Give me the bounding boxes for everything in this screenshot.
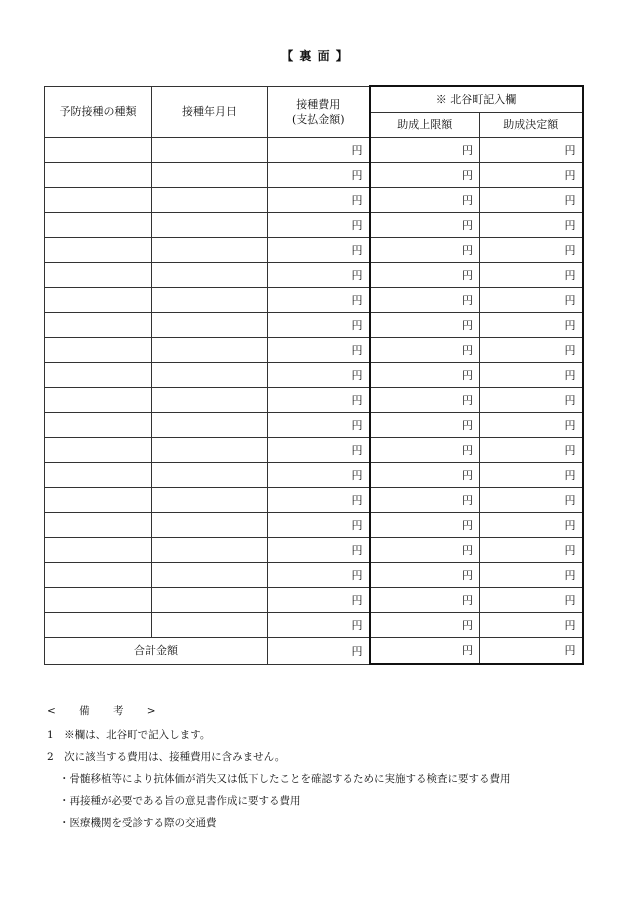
total-cost-cell: 円: [268, 637, 370, 664]
vaccine-type-cell[interactable]: [45, 337, 152, 362]
subsidy-limit-cell: 円: [370, 412, 480, 437]
cost-cell: 円: [268, 462, 370, 487]
total-limit-cell: 円: [370, 637, 480, 664]
cost-cell: 円: [268, 437, 370, 462]
vaccination-date-cell[interactable]: [152, 287, 268, 312]
table-row: [45, 437, 583, 462]
note-bullet: ・医療機関を受診する際の交通費: [59, 817, 217, 829]
subsidy-limit-cell: 円: [370, 462, 480, 487]
header-vaccine-type: 予防接種の種類: [45, 86, 152, 137]
subsidy-decided-cell: 円: [480, 512, 583, 537]
vaccine-type-cell[interactable]: [45, 162, 152, 187]
notes-heading: < 備 考 >: [47, 705, 166, 717]
vaccine-type-cell[interactable]: [45, 437, 152, 462]
cost-cell: 円: [268, 412, 370, 437]
table-row: [45, 187, 583, 212]
vaccination-date-cell[interactable]: [152, 412, 268, 437]
cost-cell: 円: [268, 362, 370, 387]
subsidy-limit-cell: 円: [370, 437, 480, 462]
subsidy-limit-cell: 円: [370, 587, 480, 612]
cost-cell: 円: [268, 512, 370, 537]
subsidy-limit-cell: 円: [370, 162, 480, 187]
table-row: [45, 237, 583, 262]
subsidy-limit-cell: 円: [370, 187, 480, 212]
table-row: [45, 362, 583, 387]
subsidy-limit-cell: 円: [370, 212, 480, 237]
vaccine-type-cell[interactable]: [45, 212, 152, 237]
vaccination-expense-table: [44, 85, 584, 665]
cost-cell: 円: [268, 587, 370, 612]
notes-section: [47, 700, 607, 834]
table-row: [45, 562, 583, 587]
vaccine-type-cell[interactable]: [45, 237, 152, 262]
header-date: 接種年月日: [152, 86, 268, 137]
cost-cell: 円: [268, 337, 370, 362]
vaccination-date-cell[interactable]: [152, 237, 268, 262]
cost-cell: 円: [268, 537, 370, 562]
subsidy-limit-cell: 円: [370, 362, 480, 387]
subsidy-decided-cell: 円: [480, 312, 583, 337]
table-row: [45, 537, 583, 562]
note-item: 2 次に該当する費用は、接種費用に含みません。: [47, 751, 286, 763]
table-row: [45, 337, 583, 362]
vaccination-date-cell[interactable]: [152, 512, 268, 537]
header-town-section: ※ 北谷町記入欄: [370, 86, 583, 112]
table-row: [45, 612, 583, 637]
subsidy-decided-cell: 円: [480, 162, 583, 187]
vaccination-date-cell[interactable]: [152, 537, 268, 562]
subsidy-decided-cell: 円: [480, 462, 583, 487]
subsidy-limit-cell: 円: [370, 612, 480, 637]
vaccine-type-cell[interactable]: [45, 487, 152, 512]
subsidy-decided-cell: 円: [480, 537, 583, 562]
subsidy-limit-cell: 円: [370, 337, 480, 362]
subsidy-limit-cell: 円: [370, 237, 480, 262]
table-row: [45, 262, 583, 287]
total-row: [45, 637, 583, 664]
subsidy-limit-cell: 円: [370, 387, 480, 412]
vaccination-date-cell[interactable]: [152, 337, 268, 362]
vaccine-type-cell[interactable]: [45, 612, 152, 637]
table-row: [45, 212, 583, 237]
table-row: [45, 137, 583, 162]
table-row: [45, 387, 583, 412]
subsidy-decided-cell: 円: [480, 187, 583, 212]
vaccination-date-cell[interactable]: [152, 262, 268, 287]
table-row: [45, 487, 583, 512]
subsidy-decided-cell: 円: [480, 487, 583, 512]
subsidy-decided-cell: 円: [480, 362, 583, 387]
vaccine-type-cell[interactable]: [45, 412, 152, 437]
vaccination-date-cell[interactable]: [152, 212, 268, 237]
total-label: 合計金額: [45, 637, 268, 664]
vaccination-date-cell[interactable]: [152, 162, 268, 187]
vaccine-type-cell[interactable]: [45, 587, 152, 612]
cost-cell: 円: [268, 137, 370, 162]
subsidy-decided-cell: 円: [480, 587, 583, 612]
cost-cell: 円: [268, 262, 370, 287]
subsidy-decided-cell: 円: [480, 212, 583, 237]
cost-cell: 円: [268, 187, 370, 212]
subsidy-decided-cell: 円: [480, 412, 583, 437]
header-subsidy-limit: 助成上限額: [370, 112, 480, 137]
subsidy-limit-cell: 円: [370, 537, 480, 562]
header-cost: [268, 86, 370, 137]
subsidy-decided-cell: 円: [480, 387, 583, 412]
vaccine-type-cell[interactable]: [45, 137, 152, 162]
table-row: [45, 287, 583, 312]
cost-cell: 円: [268, 162, 370, 187]
subsidy-limit-cell: 円: [370, 312, 480, 337]
cost-cell: 円: [268, 487, 370, 512]
cost-cell: 円: [268, 237, 370, 262]
table-row: [45, 462, 583, 487]
cost-cell: 円: [268, 562, 370, 587]
subsidy-decided-cell: 円: [480, 262, 583, 287]
subsidy-limit-cell: 円: [370, 512, 480, 537]
vaccination-date-cell[interactable]: [152, 612, 268, 637]
vaccination-date-cell[interactable]: [152, 187, 268, 212]
subsidy-limit-cell: 円: [370, 262, 480, 287]
header-cost-line2: (支払金額): [291, 112, 345, 126]
vaccine-type-cell[interactable]: [45, 287, 152, 312]
subsidy-limit-cell: 円: [370, 287, 480, 312]
cost-cell: 円: [268, 312, 370, 337]
vaccination-date-cell[interactable]: [152, 387, 268, 412]
subsidy-decided-cell: 円: [480, 612, 583, 637]
vaccination-date-cell[interactable]: [152, 362, 268, 387]
subsidy-limit-cell: 円: [370, 137, 480, 162]
header-cost-line1: 接種費用: [296, 97, 341, 111]
table-row: [45, 512, 583, 537]
vaccine-type-cell[interactable]: [45, 187, 152, 212]
total-decided-cell: 円: [480, 637, 583, 664]
table-row: [45, 412, 583, 437]
vaccination-date-cell[interactable]: [152, 587, 268, 612]
vaccination-date-cell[interactable]: [152, 137, 268, 162]
vaccine-type-cell[interactable]: [45, 312, 152, 337]
note-bullet: ・再接種が必要である旨の意見書作成に要する費用: [59, 795, 301, 807]
note-bullet: ・骨髄移植等により抗体価が消失又は低下したことを確認するために実施する検査に要する費用: [59, 773, 511, 785]
cost-cell: 円: [268, 387, 370, 412]
subsidy-decided-cell: 円: [480, 337, 583, 362]
vaccine-type-cell[interactable]: [45, 387, 152, 412]
subsidy-decided-cell: 円: [480, 137, 583, 162]
subsidy-decided-cell: 円: [480, 287, 583, 312]
vaccination-date-cell[interactable]: [152, 462, 268, 487]
table-row: [45, 587, 583, 612]
cost-cell: 円: [268, 287, 370, 312]
vaccine-type-cell[interactable]: [45, 262, 152, 287]
table-row: [45, 312, 583, 337]
subsidy-decided-cell: 円: [480, 437, 583, 462]
subsidy-limit-cell: 円: [370, 487, 480, 512]
note-item: 1 ※欄は、北谷町で記入します。: [47, 729, 211, 741]
subsidy-limit-cell: 円: [370, 562, 480, 587]
page-title: 【 裏 面 】: [281, 49, 349, 63]
vaccination-date-cell[interactable]: [152, 487, 268, 512]
subsidy-decided-cell: 円: [480, 562, 583, 587]
vaccine-type-cell[interactable]: [45, 537, 152, 562]
header-subsidy-decided: 助成決定額: [480, 112, 583, 137]
cost-cell: 円: [268, 212, 370, 237]
vaccination-date-cell[interactable]: [152, 437, 268, 462]
vaccine-type-cell[interactable]: [45, 462, 152, 487]
subsidy-decided-cell: 円: [480, 237, 583, 262]
table-row: [45, 162, 583, 187]
cost-cell: 円: [268, 612, 370, 637]
vaccine-type-cell[interactable]: [45, 362, 152, 387]
vaccine-type-cell[interactable]: [45, 562, 152, 587]
vaccine-type-cell[interactable]: [45, 512, 152, 537]
vaccination-date-cell[interactable]: [152, 312, 268, 337]
vaccination-date-cell[interactable]: [152, 562, 268, 587]
